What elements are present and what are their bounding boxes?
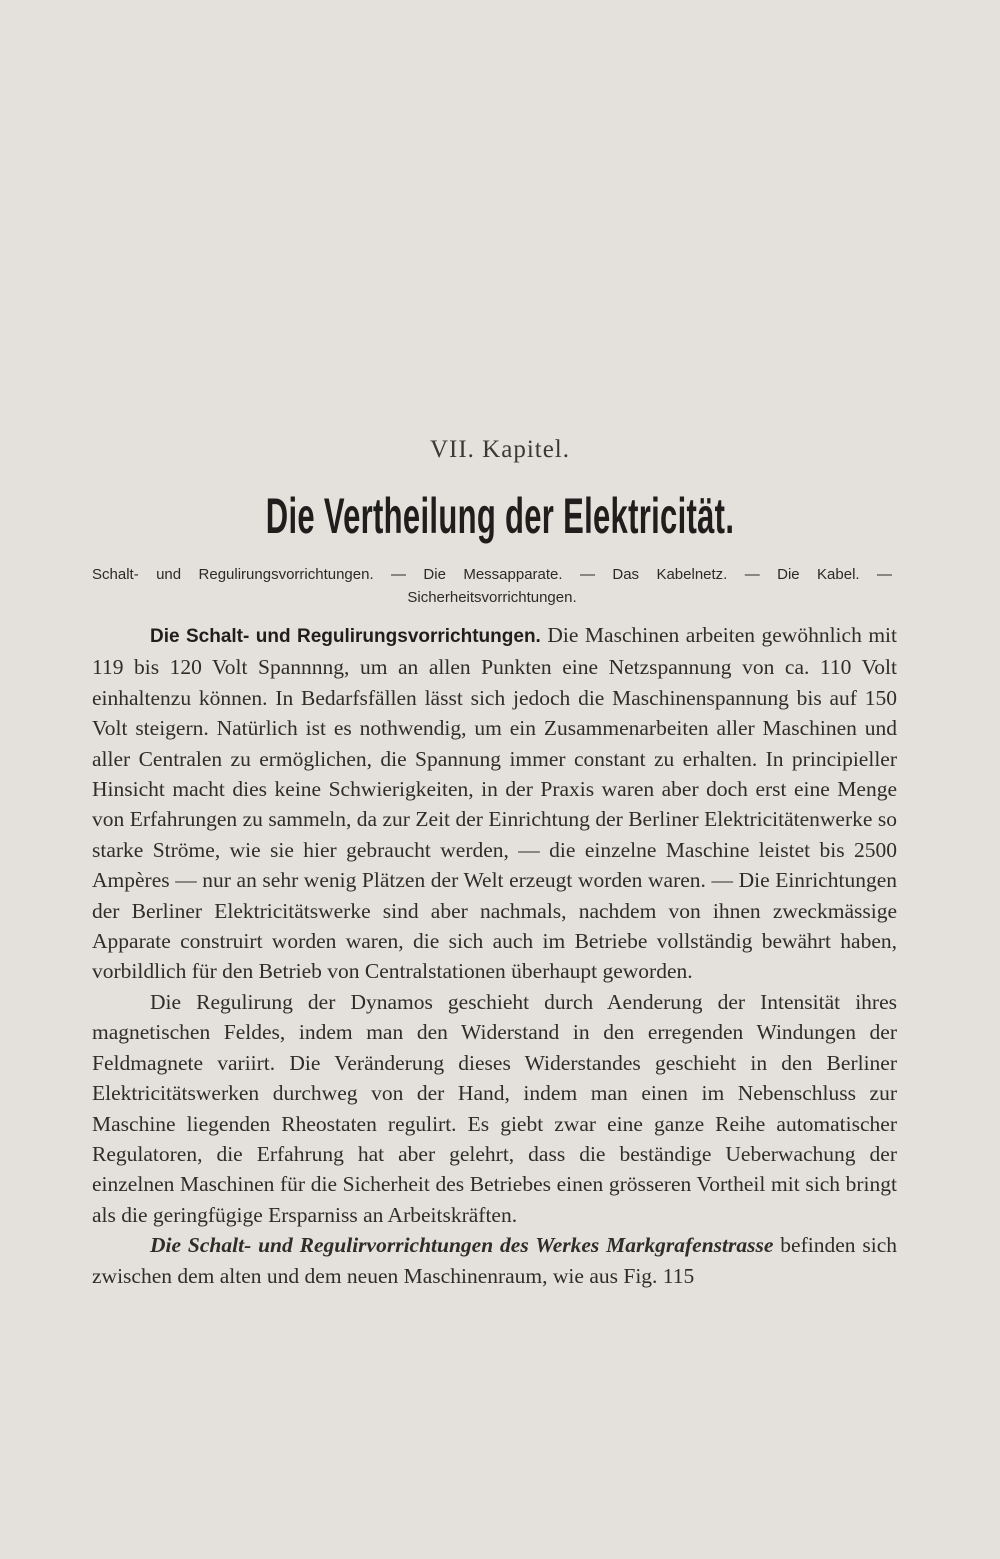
chapter-label: VII. Kapitel. [429, 436, 571, 463]
body-text [92, 620, 897, 1291]
section-heading: Die Schalt- und Regulirungsvorrichtungen. [150, 626, 541, 647]
chapter-summary: Schalt- und Regulirungsvorrichtungen. — Die Messapparate. — Das Kabelnetz. — Die Kabel. — Sicherheitsvorrichtungen. [92, 566, 892, 606]
paragraph-3 [92, 1230, 897, 1291]
paragraph-1 [92, 620, 897, 987]
chapter-title: Die Vertheilung der Elektricität. [265, 488, 735, 544]
paragraph-2: Die Regulirung der Dynamos geschieht durch Aenderung der Intensität ihres magnetischen Feldes, indem man den Widerstand in den erregenden Windungen der Feldmagnete variirt. Die Veränderung dieses Widerstandes geschieht in den Berliner Elektricitätswerken durchweg von der Hand, indem man einen im Nebenschluss zur Maschine liegenden Rheostaten regulirt. Es giebt zwar eine ganze Reihe automatischer Regulatoren, die Erfahrung hat aber gelehrt, dass die beständige Ueberwachung der einzelnen Maschinen für die Sicherheit des Betriebes einen grösseren Vortheil mit sich bringt als die geringfügige Ersparniss an Arbeitskräften. [92, 989, 897, 1227]
paragraph-1-text: Die Maschinen arbeiten gewöhnlich mit 119 bis 120 Volt Spannnng, um an allen Punkten eine Netzspannung von ca. 110 Volt einhaltenzu können. In Bedarfsfällen lässt sich jedoch die Maschinenspannung bis auf 150 Volt steigern. Natürlich ist es nothwendig, um ein Zusammenarbeiten aller Maschinen und aller Centralen zu ermöglichen, die Spannung immer constant zu erhalten. In principieller Hinsicht macht dies keine Schwierigkeiten, in der Praxis waren aber doch erst eine Menge von Erfahrungen zu sammeln, da zur Zeit der Einrichtung der Berliner Elektricitätenwerke so starke Ströme, wie sie hier gebraucht werden, — die einzelne Maschine leistet bis 2500 Ampères — nur an sehr wenig Plätzen der Welt erzeugt worden waren. — Die Einrichtungen der Berliner Elektricitätswerke sind aber nachmals, nachdem von ihnen zweckmässige Apparate construirt worden waren, die sich auch im Betriebe vollständig bewährt haben, vorbildlich für den Betrieb von Centralstationen überhaupt geworden. [92, 623, 898, 984]
italic-lead: Die Schalt- und Regulirvorrichtungen des Werkes Markgrafenstrasse [150, 1233, 774, 1258]
paragraph-3-text: befinden sich zwischen dem alten und dem neuen Maschinenraum, wie aus Fig. 115 [92, 1233, 897, 1288]
